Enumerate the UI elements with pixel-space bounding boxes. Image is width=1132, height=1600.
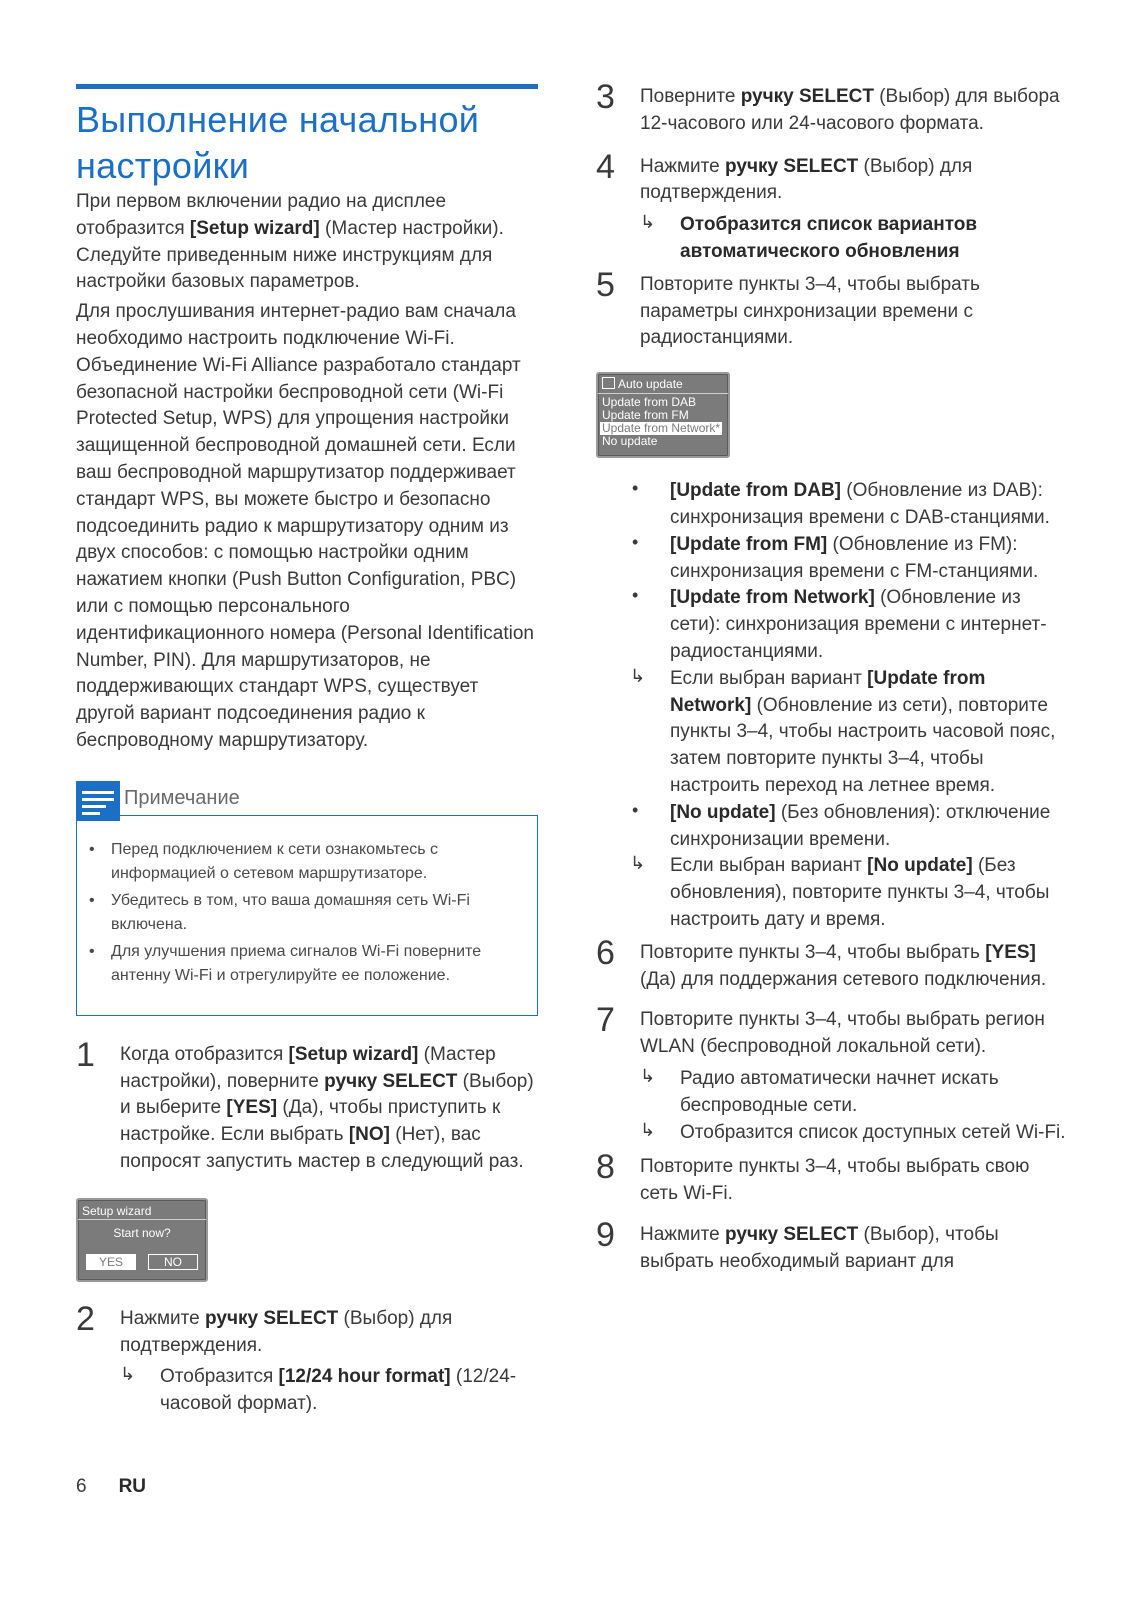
note-icon [76, 781, 120, 821]
note-box [76, 815, 538, 1016]
lcd-no-option: NO [148, 1254, 198, 1270]
arrow-icon: ↳ [640, 1065, 656, 1086]
result-arrow-item: ↳ Отобразится [12/24 hour format] (12/24-часовой формат). [120, 1364, 517, 1415]
step-1 [76, 1035, 538, 1176]
step-number: 7 [596, 1001, 615, 1040]
step-number: 9 [596, 1215, 615, 1254]
page-title [76, 97, 538, 189]
step-9: 9 Нажмите ручку SELECT (Выбор), чтобы выбрать необходимый вариант для [596, 1215, 999, 1272]
arrow-icon: ↳ [640, 1119, 656, 1140]
note-item: • Перед подключением к сети ознакомьтесь с информацией о сетевом маршрутизаторе. [89, 840, 438, 883]
lcd-menu-item: No update [602, 434, 658, 449]
result-arrow-item: ↳ Если выбран вариант [Update from Network] (Обновление из сети), повторите пункты 3–4, чтобы настроить часовой пояс, затем повторите пункты 3–4, чтобы настроить переход на летнее время. [630, 665, 1056, 796]
step-number: 5 [596, 265, 615, 304]
result-arrow-item: ↳ Отобразится список доступных сетей Wi-Fi. [640, 1119, 1066, 1143]
setup-wizard-screen [76, 1198, 208, 1282]
step-5: 5 Повторите пункты 3–4, чтобы выбрать параметры синхронизации времени с радиостанциями. [596, 265, 980, 349]
lcd-header: Auto update [602, 377, 683, 391]
step-number: 2 [76, 1299, 95, 1338]
option-update-dab: • [Update from DAB] (Обновление из DAB): синхронизация времени с DAB-станциями. [632, 478, 1050, 528]
step-4: 4 Нажмите ручку SELECT (Выбор) для подтверждения. ↳ Отобразится список вариантов автоматического обновления [596, 154, 1066, 266]
arrow-icon: ↳ [630, 853, 646, 874]
intro-paragraph-2: Для прослушивания интернет-радио вам сначала необходимо настроить подключение Wi-Fi. Объединение Wi-Fi Alliance разработало стандарт безопасной настройки беспроводной сети (Wi-Fi Protected Setup, WPS) для упрощения настройки защищенной беспроводной домашней сети. Если ваш беспроводной маршрутизатор поддерживает стандарт WPS, вы можете быстро и безопасно подсоединить радио к маршрутизатору одним из двух способов: с помощью настройки одним нажатием кнопки (Push Button Configuration, PBC) или с помощью персонального идентификационного номера (Personal Identification Number, PIN). Для маршрутизаторов, не поддерживающих стандарт WPS, существует другой вариант подсоединения радио к беспроводному маршрутизатору. [76, 301, 534, 751]
step-3: 3 Поверните ручку SELECT (Выбор) для выбора 12-часового или 24-часового формата. [596, 78, 1060, 134]
lcd-yes-option: YES [86, 1254, 136, 1270]
page-title-line2: настройки [76, 145, 250, 186]
update-options-list [596, 478, 1066, 934]
lcd-menu-item-selected: Update from Network* [602, 421, 721, 436]
note-item: • Убедитесь в том, что ваша домашняя сеть Wi-Fi включена. [89, 891, 470, 934]
auto-update-screen [596, 372, 730, 458]
lcd-menu-item: Update from DAB [602, 395, 697, 410]
lcd-prompt: Start now? [113, 1225, 171, 1240]
option-update-fm: • [Update from FM] (Обновление из FM): синхронизация времени с FM-станциями. [632, 531, 1039, 582]
left-column [76, 84, 538, 1418]
right-column [596, 78, 1066, 1275]
language-code: RU [118, 1476, 147, 1497]
step-1-text: Когда отобразится [Setup wizard] (Мастер настройки), поверните ручку SELECT (Выбор) и выберите [YES] (Да), чтобы приступить к настройке. Если выбрать [NO] (Нет), вас попросят запустить мастер в следующий раз. [120, 1043, 534, 1172]
step-number: 6 [596, 933, 615, 972]
option-update-network: • [Update from Network] (Обновление из сети): синхронизация времени с интернет-радиостанциями. [632, 585, 1047, 662]
step-8: 8 Повторите пункты 3–4, чтобы выбрать свою сеть Wi-Fi. [596, 1148, 1030, 1205]
list-icon [602, 377, 615, 389]
setup-wizard-term: [Setup wizard] [189, 217, 320, 239]
step-6: 6 Повторите пункты 3–4, чтобы выбрать [YES] (Да) для поддержания сетевого подключения. [596, 933, 1047, 990]
page-footer [76, 1476, 146, 1498]
result-arrow-item: ↳ Отобразится список вариантов автоматического обновления [640, 212, 978, 262]
result-arrow-item: ↳ Если выбран вариант [No update] (Без обновления), повторите пункты 3–4, чтобы настроить дату и время. [630, 853, 1050, 930]
option-no-update: • [No update] (Без обновления): отключение синхронизации времени. [632, 799, 1051, 850]
intro-paragraph-1: При первом включении радио на дисплее отобразится [Setup wizard] (Мастер настройки). Следуйте приведенным ниже инструкциям для настройки базовых параметров. [76, 191, 504, 293]
arrow-icon: ↳ [640, 212, 656, 233]
note-item: • Для улучшения приема сигналов Wi-Fi поверните антенну Wi-Fi и отрегулируйте ее положение. [89, 942, 482, 985]
title-rule [76, 84, 538, 89]
arrow-icon: ↳ [120, 1364, 136, 1385]
step-number: 3 [596, 78, 615, 116]
result-arrow-item: ↳ Радио автоматически начнет искать беспроводные сети. [640, 1065, 999, 1116]
page-title-line1: Выполнение начальной [76, 99, 480, 140]
page-number: 6 [76, 1476, 87, 1497]
step-number: 4 [596, 147, 615, 186]
step-7: 7 Повторите пункты 3–4, чтобы выбрать регион WLAN (беспроводной локальной сети). ↳ Радио автоматически начнет искать беспроводные сети. ↳ Отобразится список доступных сетей Wi-Fi. [596, 1007, 1066, 1146]
arrow-icon: ↳ [630, 665, 646, 686]
note-header [76, 781, 538, 815]
note-title: Примечание [124, 786, 240, 809]
step-number: 1 [76, 1035, 95, 1074]
step-number: 8 [596, 1148, 615, 1187]
lcd-header: Setup wizard [82, 1203, 152, 1218]
lcd-menu-item: Update from FM [602, 408, 689, 423]
step-2: 2 Нажмите ручку SELECT (Выбор) для подтверждения. ↳ Отобразится [12/24 hour format] (12/24-часовой формат). [76, 1306, 538, 1418]
